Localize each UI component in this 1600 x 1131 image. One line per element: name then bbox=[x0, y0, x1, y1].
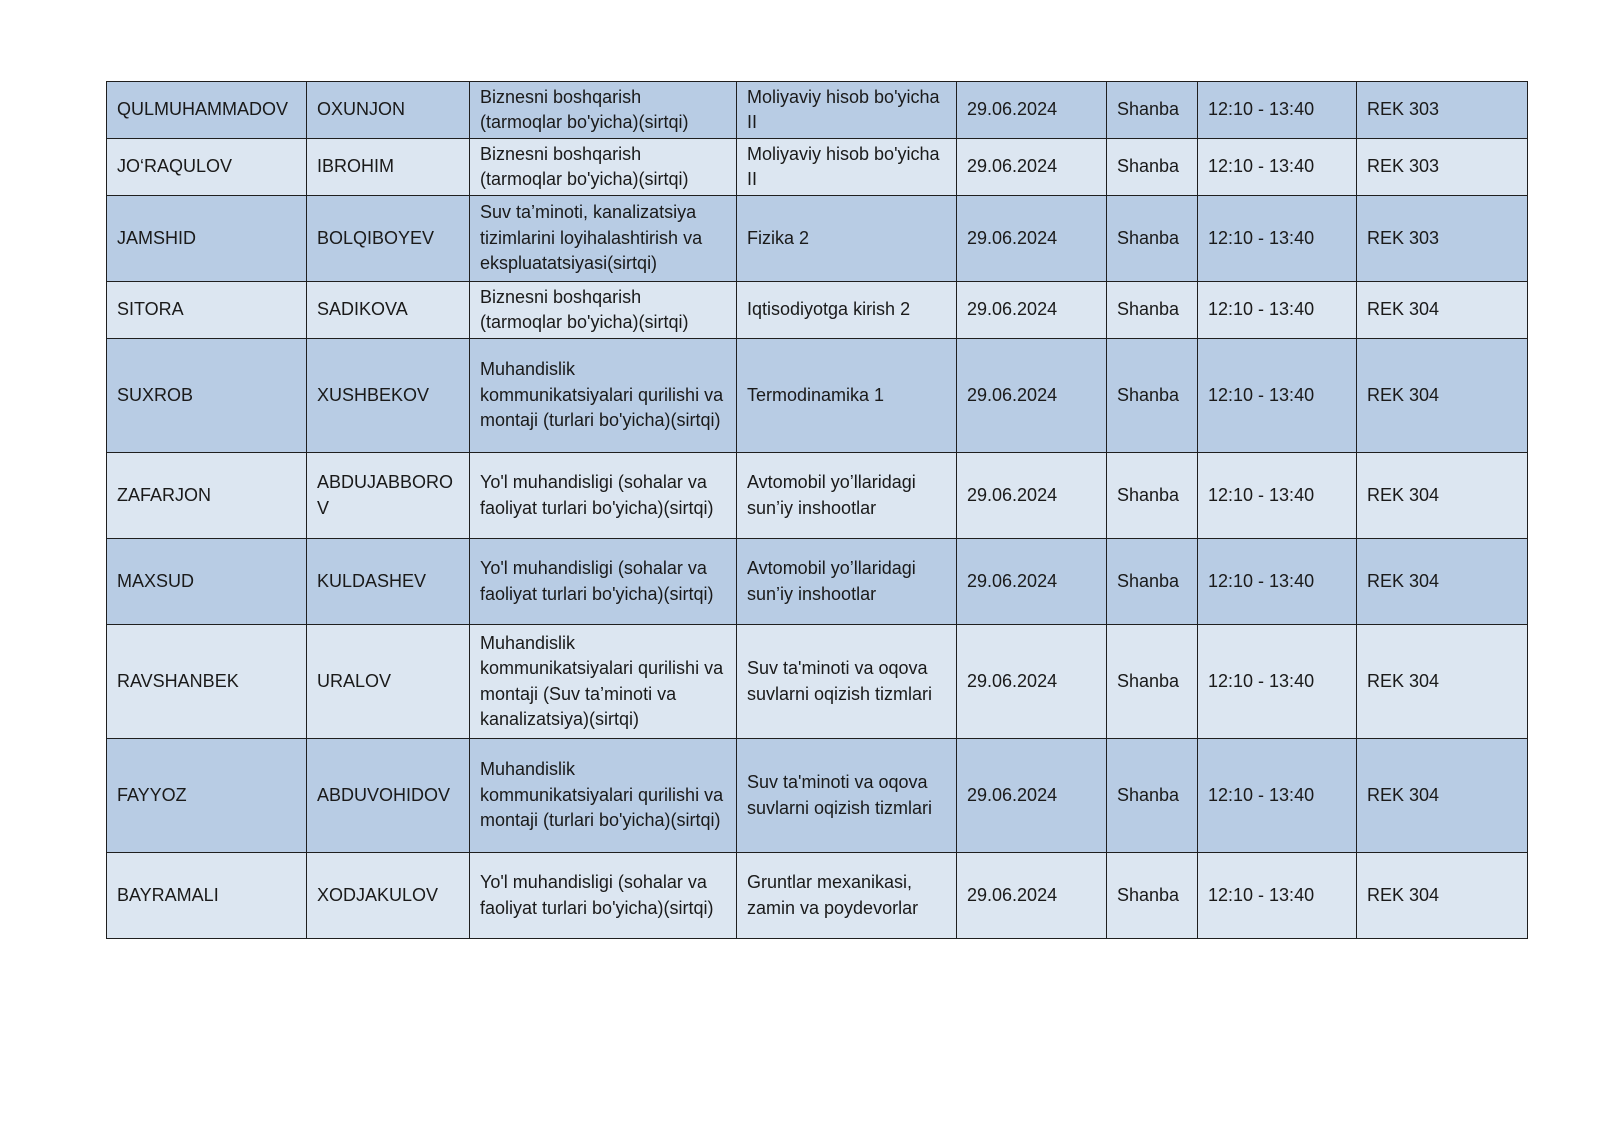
program-cell: Yo'l muhandisligi (sohalar va faoliyat turlari bo'yicha)(sirtqi) bbox=[470, 853, 737, 939]
date-cell: 29.06.2024 bbox=[957, 339, 1107, 453]
day-cell: Shanba bbox=[1107, 739, 1198, 853]
room-cell: REK 304 bbox=[1357, 853, 1528, 939]
subject-cell: Fizika 2 bbox=[737, 196, 957, 282]
time-cell: 12:10 - 13:40 bbox=[1198, 539, 1357, 625]
first-name-cell: MAXSUD bbox=[107, 539, 307, 625]
first-name-cell: BAYRAMALI bbox=[107, 853, 307, 939]
last-name-cell: IBROHIM bbox=[307, 139, 470, 196]
table-row bbox=[107, 853, 1528, 939]
room-cell: REK 304 bbox=[1357, 739, 1528, 853]
first-name-cell: JAMSHID bbox=[107, 196, 307, 282]
time-cell: 12:10 - 13:40 bbox=[1198, 853, 1357, 939]
day-cell: Shanba bbox=[1107, 282, 1198, 339]
table-row bbox=[107, 282, 1528, 339]
date-cell: 29.06.2024 bbox=[957, 853, 1107, 939]
room-cell: REK 304 bbox=[1357, 625, 1528, 739]
first-name-cell: ZAFARJON bbox=[107, 453, 307, 539]
program-cell: Biznesni boshqarish (tarmoqlar bo'yicha)(sirtqi) bbox=[470, 282, 737, 339]
first-name-cell: SITORA bbox=[107, 282, 307, 339]
room-cell: REK 304 bbox=[1357, 453, 1528, 539]
room-cell: REK 303 bbox=[1357, 139, 1528, 196]
last-name-cell: URALOV bbox=[307, 625, 470, 739]
date-cell: 29.06.2024 bbox=[957, 453, 1107, 539]
day-cell: Shanba bbox=[1107, 82, 1198, 139]
date-cell: 29.06.2024 bbox=[957, 539, 1107, 625]
program-cell: Muhandislik kommunikatsiyalari qurilishi va montaji (turlari bo'yicha)(sirtqi) bbox=[470, 339, 737, 453]
room-cell: REK 304 bbox=[1357, 282, 1528, 339]
date-cell: 29.06.2024 bbox=[957, 139, 1107, 196]
last-name-cell: BOLQIBOYEV bbox=[307, 196, 470, 282]
room-cell: REK 303 bbox=[1357, 196, 1528, 282]
program-cell: Suv ta’minoti, kanalizatsiya tizimlarini loyihalashtirish va ekspluatatsiyasi(sirtqi) bbox=[470, 196, 737, 282]
first-name-cell: RAVSHANBEK bbox=[107, 625, 307, 739]
table-row bbox=[107, 625, 1528, 739]
first-name-cell: QULMUHAMMADOV bbox=[107, 82, 307, 139]
program-cell: Yo'l muhandisligi (sohalar va faoliyat turlari bo'yicha)(sirtqi) bbox=[470, 539, 737, 625]
table-row bbox=[107, 196, 1528, 282]
day-cell: Shanba bbox=[1107, 139, 1198, 196]
room-cell: REK 304 bbox=[1357, 539, 1528, 625]
date-cell: 29.06.2024 bbox=[957, 739, 1107, 853]
date-cell: 29.06.2024 bbox=[957, 82, 1107, 139]
subject-cell: Moliyaviy hisob bo'yicha II bbox=[737, 82, 957, 139]
subject-cell: Suv ta'minoti va oqova suvlarni oqizish tizmlari bbox=[737, 625, 957, 739]
last-name-cell: ABDUVOHIDOV bbox=[307, 739, 470, 853]
table-row bbox=[107, 82, 1528, 139]
room-cell: REK 303 bbox=[1357, 82, 1528, 139]
subject-cell: Gruntlar mexanikasi, zamin va poydevorlar bbox=[737, 853, 957, 939]
last-name-cell: ABDUJABBOROV bbox=[307, 453, 470, 539]
subject-cell: Suv ta'minoti va oqova suvlarni oqizish tizmlari bbox=[737, 739, 957, 853]
day-cell: Shanba bbox=[1107, 539, 1198, 625]
day-cell: Shanba bbox=[1107, 453, 1198, 539]
subject-cell: Moliyaviy hisob bo'yicha II bbox=[737, 139, 957, 196]
last-name-cell: SADIKOVA bbox=[307, 282, 470, 339]
program-cell: Yo'l muhandisligi (sohalar va faoliyat turlari bo'yicha)(sirtqi) bbox=[470, 453, 737, 539]
time-cell: 12:10 - 13:40 bbox=[1198, 196, 1357, 282]
time-cell: 12:10 - 13:40 bbox=[1198, 453, 1357, 539]
last-name-cell: XODJAKULOV bbox=[307, 853, 470, 939]
table-row bbox=[107, 539, 1528, 625]
time-cell: 12:10 - 13:40 bbox=[1198, 139, 1357, 196]
day-cell: Shanba bbox=[1107, 625, 1198, 739]
day-cell: Shanba bbox=[1107, 196, 1198, 282]
first-name-cell: SUXROB bbox=[107, 339, 307, 453]
last-name-cell: KULDASHEV bbox=[307, 539, 470, 625]
time-cell: 12:10 - 13:40 bbox=[1198, 82, 1357, 139]
time-cell: 12:10 - 13:40 bbox=[1198, 625, 1357, 739]
day-cell: Shanba bbox=[1107, 339, 1198, 453]
subject-cell: Termodinamika 1 bbox=[737, 339, 957, 453]
last-name-cell: OXUNJON bbox=[307, 82, 470, 139]
last-name-cell: XUSHBEKOV bbox=[307, 339, 470, 453]
table-row bbox=[107, 139, 1528, 196]
time-cell: 12:10 - 13:40 bbox=[1198, 282, 1357, 339]
first-name-cell: JO‘RAQULOV bbox=[107, 139, 307, 196]
table-row bbox=[107, 339, 1528, 453]
date-cell: 29.06.2024 bbox=[957, 625, 1107, 739]
table-row bbox=[107, 739, 1528, 853]
room-cell: REK 304 bbox=[1357, 339, 1528, 453]
subject-cell: Avtomobil yo’llaridagi sun’iy inshootlar bbox=[737, 539, 957, 625]
subject-cell: Iqtisodiyotga kirish 2 bbox=[737, 282, 957, 339]
first-name-cell: FAYYOZ bbox=[107, 739, 307, 853]
program-cell: Muhandislik kommunikatsiyalari qurilishi va montaji (Suv ta’minoti va kanalizatsiya)(sirtqi) bbox=[470, 625, 737, 739]
date-cell: 29.06.2024 bbox=[957, 282, 1107, 339]
program-cell: Biznesni boshqarish (tarmoqlar bo'yicha)(sirtqi) bbox=[470, 139, 737, 196]
subject-cell: Avtomobil yo’llaridagi sun’iy inshootlar bbox=[737, 453, 957, 539]
time-cell: 12:10 - 13:40 bbox=[1198, 339, 1357, 453]
program-cell: Muhandislik kommunikatsiyalari qurilishi va montaji (turlari bo'yicha)(sirtqi) bbox=[470, 739, 737, 853]
document-page bbox=[106, 81, 1527, 939]
table-row bbox=[107, 453, 1528, 539]
date-cell: 29.06.2024 bbox=[957, 196, 1107, 282]
time-cell: 12:10 - 13:40 bbox=[1198, 739, 1357, 853]
exam-schedule-table bbox=[106, 81, 1528, 939]
program-cell: Biznesni boshqarish (tarmoqlar bo'yicha)(sirtqi) bbox=[470, 82, 737, 139]
day-cell: Shanba bbox=[1107, 853, 1198, 939]
